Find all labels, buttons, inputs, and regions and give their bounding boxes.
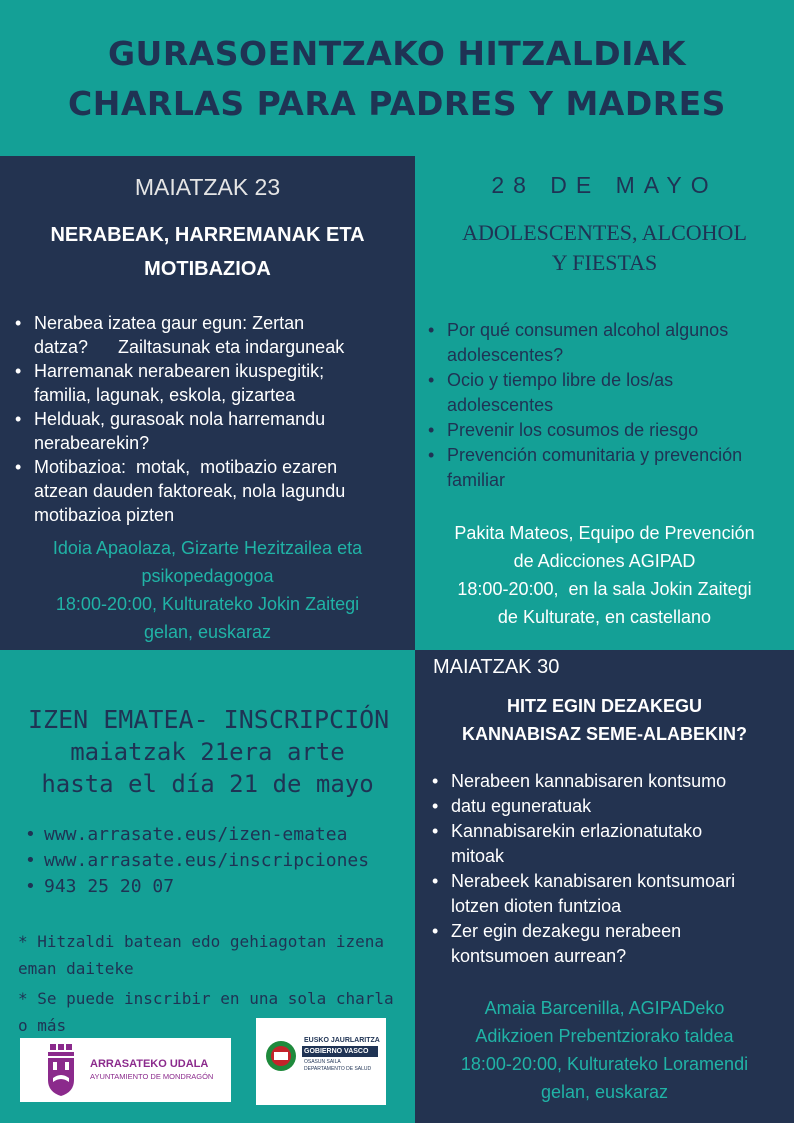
talk1-topic-list xyxy=(12,311,407,527)
talk1-title-line2: MOTIBAZIOA xyxy=(144,258,271,280)
topic-line: atzean dauden faktoreak, nola lagundu xyxy=(34,481,346,501)
contact-text[interactable]: www.arrasate.eus/izen-ematea xyxy=(44,824,348,845)
topic-line: adolescentes xyxy=(447,395,554,415)
topic-item xyxy=(429,794,789,819)
text-line: gelan, euskaraz xyxy=(143,622,272,642)
udala-name-spanish: AYUNTAMIENTO DE MONDRAGÓN xyxy=(90,1072,214,1081)
topic-item xyxy=(429,869,789,919)
talk1-panel xyxy=(0,156,415,650)
talk1-speaker-info xyxy=(0,534,415,646)
inscription-deadline-basque: maiatzak 21era arte xyxy=(70,738,345,766)
bullet-icon: • xyxy=(432,871,439,891)
topic-line: Motibazioa: motak, motibazio ezaren xyxy=(34,457,338,477)
text-line: 18:00-20:00, en la sala Jokin Zaitegi xyxy=(457,579,752,599)
bullet-icon: • xyxy=(25,876,36,897)
talk1-title xyxy=(20,218,395,286)
gv-dept-spanish: DEPARTAMENTO DE SALUD xyxy=(304,1066,372,1072)
phone-number xyxy=(22,874,412,900)
text-line: Idoia Apaolaza, Gizarte Hezitzailea eta xyxy=(52,538,363,558)
topic-line: mitoak xyxy=(451,846,505,866)
talk2-speaker-info xyxy=(415,519,794,631)
topic-line: datza? Zailtasunak eta indarguneak xyxy=(34,337,345,357)
topic-line: familiar xyxy=(447,470,506,490)
bullet-icon: • xyxy=(15,361,22,381)
topic-line: Nerabea izatea gaur egun: Zertan xyxy=(34,313,305,333)
talk2-title-line2: Y FIESTAS xyxy=(551,250,658,275)
inscription-contact-list xyxy=(22,822,412,900)
text-line: gelan, euskaraz xyxy=(540,1082,669,1102)
inscription-panel xyxy=(0,650,415,1123)
talk3-title xyxy=(415,692,794,748)
text-line: Adikzioen Prebentziorako taldea xyxy=(475,1026,734,1046)
topic-item xyxy=(429,819,789,869)
talk2-panel xyxy=(415,156,794,650)
text-line: eman daiteke xyxy=(18,959,134,978)
bullet-icon: • xyxy=(25,850,36,871)
topic-line: Harremanak nerabearen ikuspegitik; xyxy=(34,361,325,381)
text-line: de Adicciones AGIPAD xyxy=(513,551,696,571)
topic-item xyxy=(12,311,407,359)
topic-line: datu eguneratuak xyxy=(451,796,592,816)
bullet-icon: • xyxy=(432,796,439,816)
topic-item xyxy=(429,919,789,969)
talk2-date: 28 DE MAYO xyxy=(491,172,718,198)
bullet-icon: • xyxy=(15,409,22,429)
talk3-title-line1: HITZ EGIN DEZAKEGU xyxy=(506,696,702,716)
inscription-note-basque xyxy=(18,928,413,982)
text-line: Pakita Mateos, Equipo de Prevención xyxy=(454,523,755,543)
arrasate-udala-logo xyxy=(20,1038,231,1102)
topic-line: Helduak, gurasoak nola harremandu xyxy=(34,409,326,429)
talk3-date: MAIATZAK 30 xyxy=(433,656,560,678)
topic-item xyxy=(12,455,407,527)
topic-line: Por qué consumen alcohol algunos xyxy=(447,320,729,340)
contact-text[interactable]: www.arrasate.eus/inscripciones xyxy=(44,850,370,871)
topic-line: motibazioa pizten xyxy=(34,505,175,525)
poster-title-basque: GURASOENTZAKO HITZALDIAK xyxy=(107,34,687,73)
bullet-icon: • xyxy=(432,771,439,791)
gv-name-spanish: GOBIERNO VASCO xyxy=(304,1048,369,1055)
topic-line: Nerabeek kanabisaren kontsumoari xyxy=(451,871,736,891)
topic-line: Zer egin dezakegu nerabeen xyxy=(451,921,682,941)
talk3-panel xyxy=(415,650,794,1123)
poster-title-spanish: CHARLAS PARA PADRES Y MADRES xyxy=(68,84,726,123)
inscription-deadline-spanish: hasta el día 21 de mayo xyxy=(41,770,374,798)
talk2-topic-list xyxy=(425,318,790,493)
topic-line: lotzen dioten funtzioa xyxy=(451,896,622,916)
text-line: de Kulturate, en castellano xyxy=(497,607,712,627)
text-line: Amaia Barcenilla, AGIPADeko xyxy=(484,998,725,1018)
talk2-title xyxy=(415,218,794,278)
arrasate-shield-icon xyxy=(20,1038,231,1102)
bullet-icon: • xyxy=(428,320,435,340)
text-line: * Hitzaldi batean edo gehiagotan izena xyxy=(18,932,385,951)
text-line: 18:00-20:00, Kulturateko Loramendi xyxy=(460,1054,749,1074)
topic-line: Prevenir los cosumos de riesgo xyxy=(447,420,699,440)
talk3-title-line2: KANNABISAZ SEME-ALABEKIN? xyxy=(462,724,747,744)
topic-item xyxy=(12,359,407,407)
talk1-title-line1: NERABEAK, HARREMANAK ETA xyxy=(50,224,365,246)
topic-item xyxy=(425,443,790,493)
text-line: * Se puede inscribir en una sola charla xyxy=(18,989,394,1008)
bullet-icon: • xyxy=(15,457,22,477)
inscription-heading: IZEN EMATEA- INSCRIPCIÓN xyxy=(28,705,390,734)
topic-line: adolescentes? xyxy=(447,345,564,365)
registration-link[interactable] xyxy=(22,822,412,848)
poster-header xyxy=(0,0,794,156)
bullet-icon: • xyxy=(25,824,36,845)
topic-line: familia, lagunak, eskola, gizartea xyxy=(34,385,296,405)
topic-line: kontsumoen aurrean? xyxy=(451,946,627,966)
topic-line: nerabearekin? xyxy=(34,433,150,453)
bullet-icon: • xyxy=(428,420,435,440)
talk2-title-line1: ADOLESCENTES, ALCOHOL xyxy=(462,220,747,245)
topic-line: Prevención comunitaria y prevención xyxy=(447,445,743,465)
topic-item xyxy=(425,368,790,418)
bullet-icon: • xyxy=(428,370,435,390)
topic-item xyxy=(429,769,789,794)
bullet-icon: • xyxy=(15,313,22,333)
topic-item xyxy=(425,318,790,368)
gobierno-vasco-logo xyxy=(256,1018,386,1105)
gv-dept-basque: OSASUN SAILA xyxy=(304,1059,341,1065)
bullet-icon: • xyxy=(428,445,435,465)
topic-item xyxy=(425,418,790,443)
text-line: 18:00-20:00, Kulturateko Jokin Zaitegi xyxy=(55,594,360,614)
gv-name-basque: EUSKO JAURLARITZA xyxy=(304,1037,380,1044)
talk1-date: MAIATZAK 23 xyxy=(134,174,281,200)
talk3-topic-list xyxy=(429,769,789,969)
topic-line: Kannabisarekin erlazionatutako xyxy=(451,821,703,841)
text-line: psikopedagogoa xyxy=(141,566,274,586)
topic-line: Ocio y tiempo libre de los/as xyxy=(447,370,674,390)
topic-line: Nerabeen kannabisaren kontsumo xyxy=(451,771,727,791)
udala-name: ARRASATEKO UDALA xyxy=(90,1058,209,1070)
topic-item xyxy=(12,407,407,455)
contact-text: 943 25 20 07 xyxy=(44,876,175,897)
registration-link[interactable] xyxy=(22,848,412,874)
bullet-icon: • xyxy=(432,821,439,841)
bullet-icon: • xyxy=(432,921,439,941)
text-line: o más xyxy=(18,1016,67,1035)
talk3-speaker-info xyxy=(415,994,794,1106)
